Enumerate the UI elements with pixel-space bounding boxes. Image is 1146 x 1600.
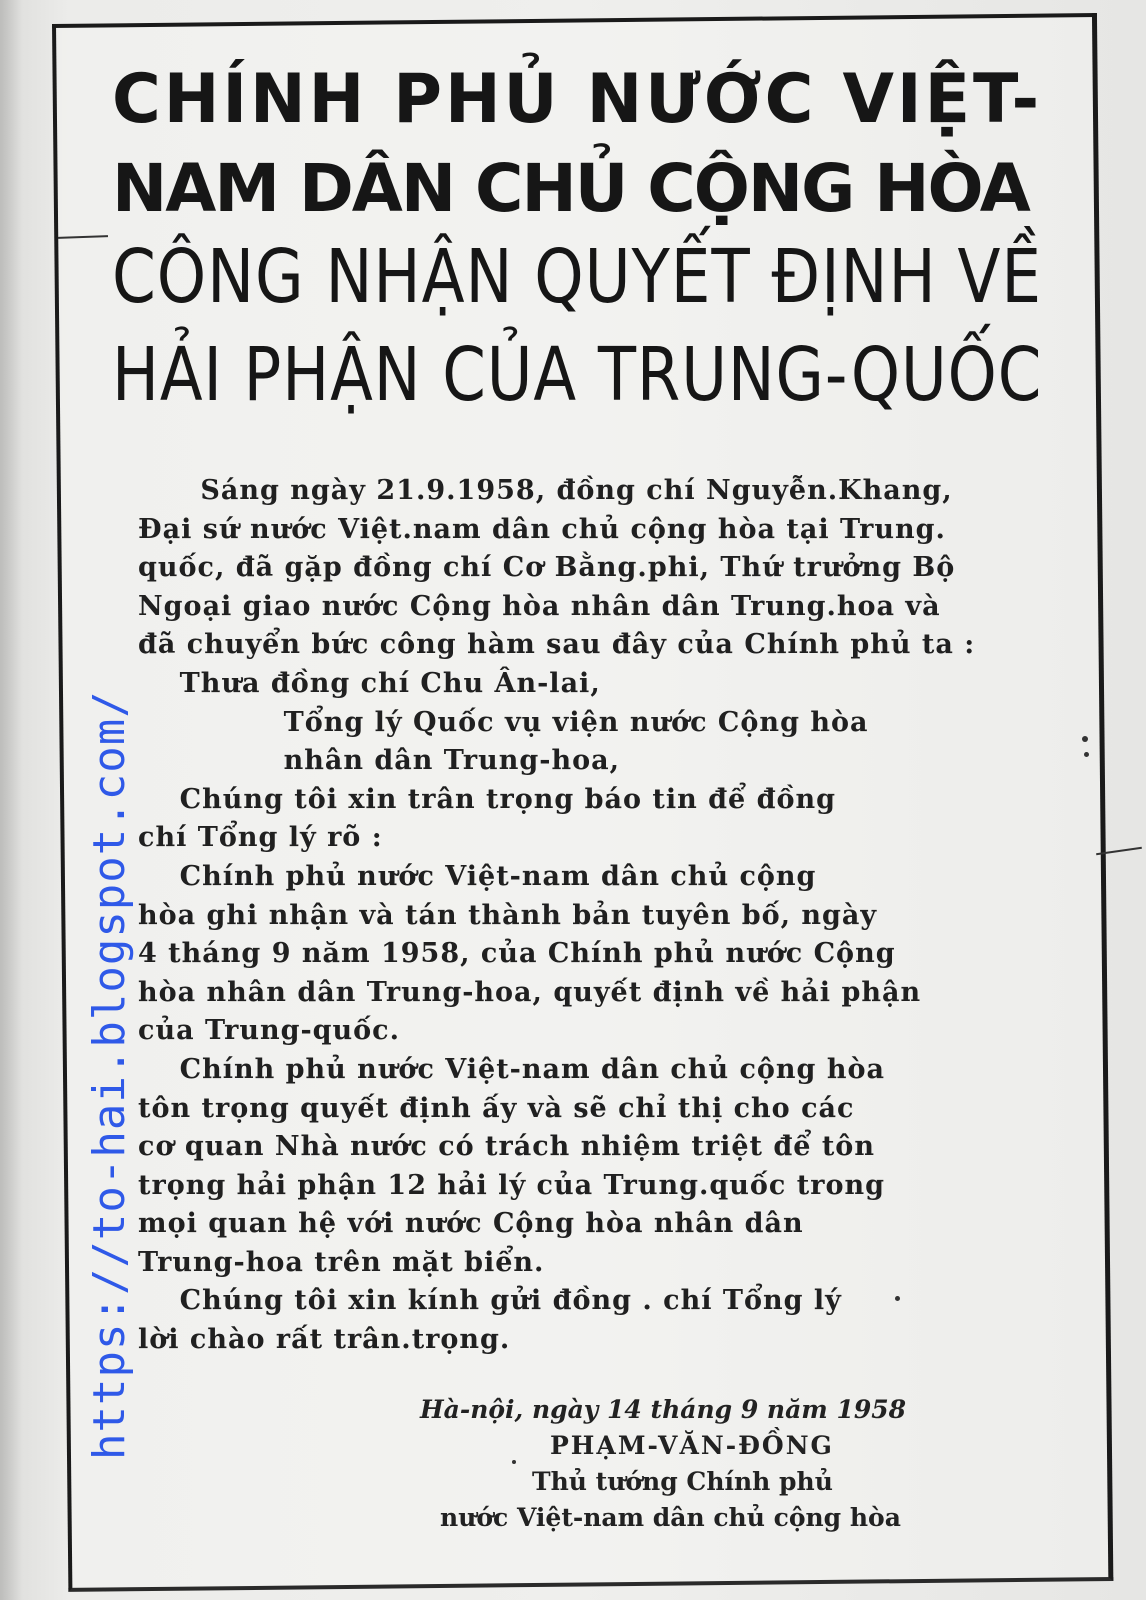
page-fold-shadow	[0, 0, 22, 1600]
body-text-line: mọi quan hệ với nước Cộng hòa nhân dân	[138, 1208, 804, 1240]
body-text-line: hòa ghi nhận và tán thành bản tuyên bố, ngày	[138, 899, 878, 931]
body-text-line: hòa nhân dân Trung-hoa, quyết định về hải phận	[138, 976, 922, 1008]
body-text-line: Trung-hoa trên mặt biển.	[138, 1246, 545, 1278]
signatory-organization: nước Việt-nam dân chủ cộng hòa	[440, 1503, 901, 1532]
signature-block	[420, 1392, 1040, 1536]
body-text-line: Chúng tôi xin kính gửi đồng . chí Tổng lý	[138, 1285, 842, 1317]
body-text-line: Chính phủ nước Việt-nam dân chủ cộng hòa	[138, 1053, 885, 1085]
body-text-line: Đại sứ nước Việt.nam dân chủ cộng hòa tại Trung.	[138, 513, 946, 545]
body-text-line: lời chào rất trân.trọng.	[138, 1324, 511, 1356]
signatory-title: Thủ tướng Chính phủ	[532, 1467, 833, 1496]
body-text-line: của Trung-quốc.	[138, 1015, 401, 1047]
body-text-line: Tổng lý Quốc vụ viện nước Cộng hòa	[138, 706, 869, 738]
body-text-line: cơ quan Nhà nước có trách nhiệm triệt để tôn	[138, 1131, 875, 1163]
headline-line: NAM DÂN CHỦ CỘNG HÒA	[112, 150, 1029, 227]
body-text-line: Chính phủ nước Việt-nam dân chủ cộng	[138, 860, 817, 892]
ink-speck	[1082, 736, 1088, 742]
body-text-line: Ngoại giao nước Cộng hòa nhân dân Trung.hoa và	[138, 590, 941, 622]
headline-line: CÔNG NHẬN QUYẾT ĐỊNH VỀ	[112, 234, 1042, 320]
place-and-date: Hà-nội, ngày 14 tháng 9 năm 1958	[420, 1395, 907, 1424]
body-text-line: 4 tháng 9 năm 1958, của Chính phủ nước Cộng	[138, 938, 896, 970]
body-text-line: trọng hải phận 12 hải lý của Trung.quốc trong	[138, 1169, 885, 1201]
signatory-name: PHẠM-VĂN-ĐỒNG	[550, 1431, 834, 1460]
blog-url-watermark: https://to-hai.blogspot.com/	[84, 690, 135, 1460]
ink-speck	[1084, 752, 1089, 757]
article-body	[138, 472, 1050, 1360]
body-text-line: tôn trọng quyết định ấy và sẽ chỉ thị cho các	[138, 1092, 855, 1124]
body-text-line: Thưa đồng chí Chu Ân-lai,	[138, 667, 601, 699]
body-text-line: Sáng ngày 21.9.1958, đồng chí Nguyễn.Khang,	[138, 475, 953, 506]
article-headline	[112, 58, 1043, 418]
body-text-line: Chúng tôi xin trân trọng báo tin để đồng	[138, 783, 837, 815]
headline-line: HẢI PHẬN CỦA TRUNG-QUỐC	[112, 332, 1043, 418]
body-text-line: quốc, đã gặp đồng chí Cơ Bằng.phi, Thứ trưởng Bộ	[138, 552, 956, 584]
body-text-line: nhân dân Trung-hoa,	[138, 745, 621, 777]
body-text-line: đã chuyển bức công hàm sau đây của Chính phủ ta :	[138, 629, 976, 661]
headline-line: CHÍNH PHỦ NƯỚC VIỆT-	[112, 60, 1043, 139]
body-text-line: chí Tổng lý rõ :	[138, 822, 383, 854]
